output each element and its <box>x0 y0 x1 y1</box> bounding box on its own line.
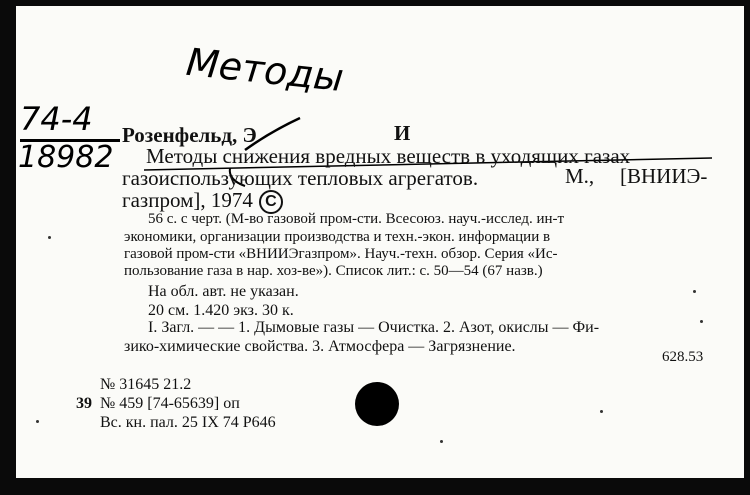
ink-blot <box>355 382 399 426</box>
scan-speck <box>600 410 603 413</box>
copyright-icon: C <box>259 190 283 214</box>
description-line-1: 56 с. с черт. (М-во газовой пром-сти. Всесоюз. науч.-исслед. ин-т <box>148 211 565 227</box>
publication-place: М., <box>565 164 595 188</box>
publisher-start: [ВНИИЭ- <box>620 164 708 188</box>
udc-code: 628.53 <box>662 349 704 365</box>
handwritten-call-number-bottom: 18982 <box>18 140 114 175</box>
record-line-3: Вс. кн. пал. 25 IX 74 Р646 <box>100 414 276 431</box>
scan-speck <box>36 420 39 423</box>
description-line-4: пользование газа в нар. хоз-ве»). Список лит.: с. 50—54 (67 назв.) <box>124 263 543 279</box>
scan-speck <box>693 290 696 293</box>
record-line-1: № 31645 21.2 <box>100 376 192 393</box>
record-prefix: 39 <box>76 395 92 412</box>
description-line-2: экономики, организации производства и техн.-экон. информации в <box>124 229 551 245</box>
author-name: Розенфельд, Э <box>122 123 257 147</box>
scan-speck <box>440 440 443 443</box>
note-line-2: 20 см. 1.420 экз. 30 к. <box>148 302 294 319</box>
record-line-2: № 459 [74-65639] оп <box>100 395 240 412</box>
publisher-year-text: газпром], 1974 <box>122 188 253 212</box>
subject-headings-line-2: зико-химические свойства. 3. Атмосфера — Загрязнение. <box>124 338 516 355</box>
handwritten-call-number-top: 74-4 <box>20 100 93 138</box>
handwritten-subject: Методы <box>184 39 346 101</box>
title-line-2: газоиспользующих тепловых агрегатов. <box>122 166 479 190</box>
title-line-1: Методы снижения вредных веществ в уходящих газах <box>146 144 631 168</box>
scan-speck <box>700 320 703 323</box>
description-line-3: газовой пром-сти «ВНИИЭгазпром». Науч.-техн. обзор. Серия «Ис- <box>124 246 558 262</box>
note-line-1: На обл. авт. не указан. <box>148 283 299 300</box>
author-initial: И <box>394 121 411 145</box>
scan-speck <box>48 236 51 239</box>
subject-headings-line-1: I. Загл. — — 1. Дымовые газы — Очистка. 2. Азот, окислы — Фи- <box>148 319 600 336</box>
